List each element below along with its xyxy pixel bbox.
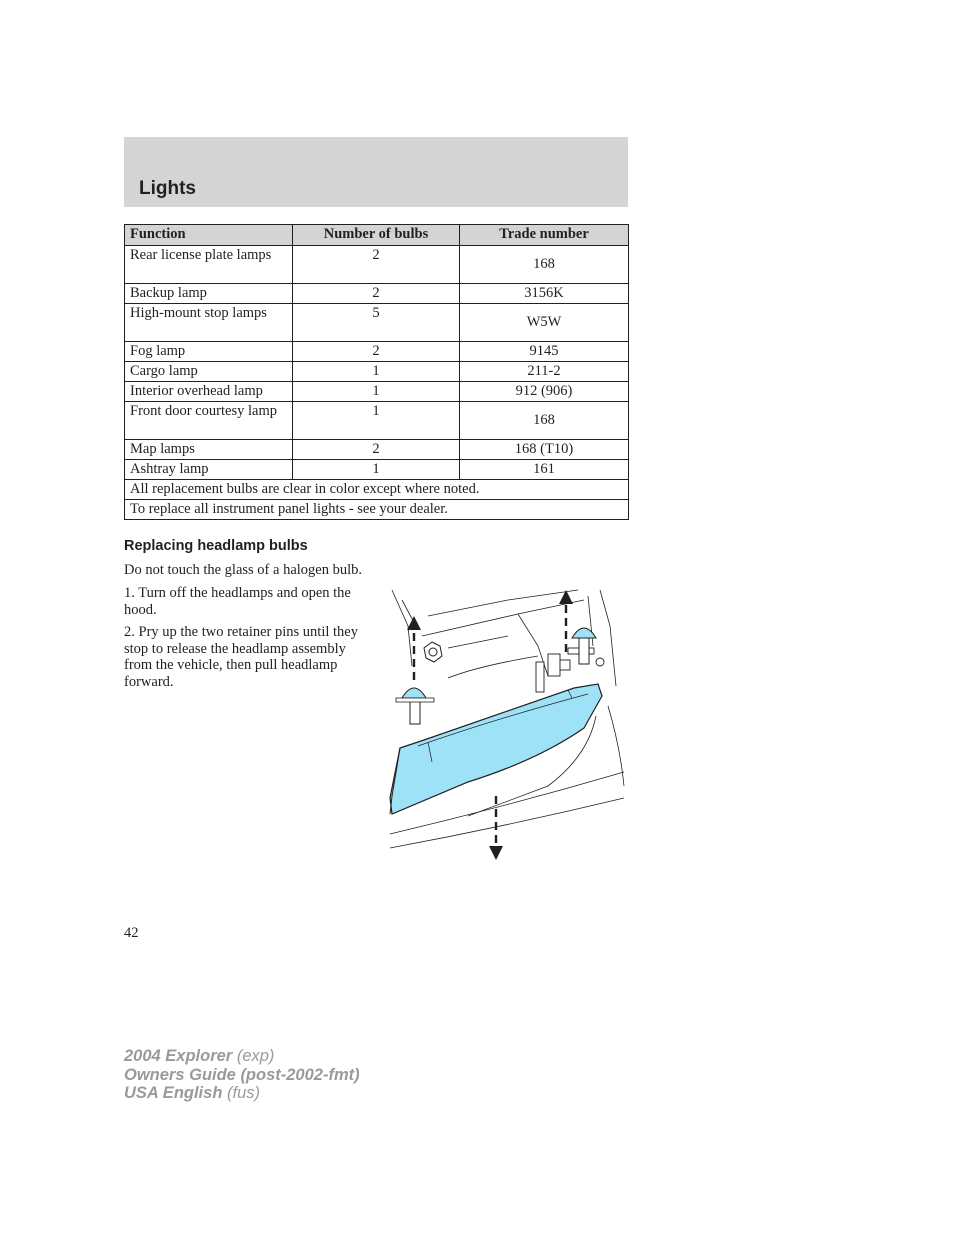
- table-row: [125, 460, 629, 480]
- instruction-steps: [124, 585, 376, 696]
- footer-language-code: (fus): [227, 1084, 260, 1102]
- bolt-icon: [424, 642, 442, 662]
- headlamp-assembly: [390, 684, 602, 814]
- page-number: 42: [124, 925, 139, 941]
- trade-cell: 211-2: [460, 362, 629, 382]
- table-note-row: [125, 480, 629, 500]
- bulbs-cell: 1: [293, 402, 460, 440]
- retainer-pin-left-icon: [396, 688, 434, 724]
- table-row: [125, 246, 629, 284]
- trade-cell: 9145: [460, 342, 629, 362]
- footer-model: 2004 Explorer: [124, 1047, 233, 1065]
- bulbs-cell: 5: [293, 304, 460, 342]
- section-heading: Replacing headlamp bulbs: [124, 538, 308, 554]
- function-cell: Fog lamp: [125, 342, 293, 362]
- retainer-pin-right-icon: [572, 628, 596, 664]
- footer-line-3: [124, 1084, 360, 1103]
- function-cell: Front door courtesy lamp: [125, 402, 293, 440]
- table-row: [125, 362, 629, 382]
- footer-model-code: (exp): [236, 1047, 275, 1065]
- footer-line-1: [124, 1047, 360, 1066]
- table-header-row: [125, 225, 629, 246]
- trade-cell: 3156K: [460, 284, 629, 304]
- bulbs-cell: 1: [293, 460, 460, 480]
- page-title: Lights: [139, 178, 196, 199]
- trade-cell: 168: [460, 402, 629, 440]
- function-cell: Map lamps: [125, 440, 293, 460]
- table-row: [125, 440, 629, 460]
- function-cell: Interior overhead lamp: [125, 382, 293, 402]
- pull-up-arrow-right-icon: [559, 590, 573, 652]
- bulbs-cell: 2: [293, 440, 460, 460]
- trade-cell: 168: [460, 246, 629, 284]
- bulbs-cell: 1: [293, 362, 460, 382]
- trade-cell: 912 (906): [460, 382, 629, 402]
- table-note-row: [125, 500, 629, 520]
- bulbs-cell: 1: [293, 382, 460, 402]
- step-2: 2. Pry up the two retainer pins until they stop to release the headlamp assembly from the vehicle, then pull headlamp forward.: [124, 624, 358, 690]
- footer-guide: Owners Guide (post-2002-fmt): [124, 1065, 360, 1084]
- bulb-table: [124, 224, 629, 520]
- footer-line-2: [124, 1066, 360, 1085]
- function-cell: Cargo lamp: [125, 362, 293, 382]
- table-note: All replacement bulbs are clear in color except where noted.: [125, 480, 629, 500]
- bulbs-cell: 2: [293, 284, 460, 304]
- footer-language: USA English: [124, 1084, 223, 1102]
- table-row: [125, 304, 629, 342]
- bulbs-cell: 2: [293, 342, 460, 362]
- function-cell: Ashtray lamp: [125, 460, 293, 480]
- table-row: [125, 382, 629, 402]
- table-note: To replace all instrument panel lights - see your dealer.: [125, 500, 629, 520]
- function-cell: Backup lamp: [125, 284, 293, 304]
- trade-cell: 168 (T10): [460, 440, 629, 460]
- function-cell: Rear license plate lamps: [125, 246, 293, 284]
- function-cell: High-mount stop lamps: [125, 304, 293, 342]
- table-row: [125, 284, 629, 304]
- trade-cell: W5W: [460, 304, 629, 342]
- headlamp-removal-illustration: [388, 586, 628, 862]
- section-header-band: [124, 137, 628, 207]
- table-row: [125, 402, 629, 440]
- trade-cell: 161: [460, 460, 629, 480]
- document-footer: [124, 1047, 360, 1103]
- column-header-trade: Trade number: [460, 225, 629, 246]
- step-1: 1. Turn off the headlamps and open the hood.: [124, 585, 351, 618]
- caution-text: Do not touch the glass of a halogen bulb.: [124, 562, 362, 578]
- column-header-bulbs: Number of bulbs: [293, 225, 460, 246]
- bulbs-cell: 2: [293, 246, 460, 284]
- table-row: [125, 342, 629, 362]
- pull-up-arrow-left-icon: [407, 616, 421, 680]
- column-header-function: Function: [125, 225, 293, 246]
